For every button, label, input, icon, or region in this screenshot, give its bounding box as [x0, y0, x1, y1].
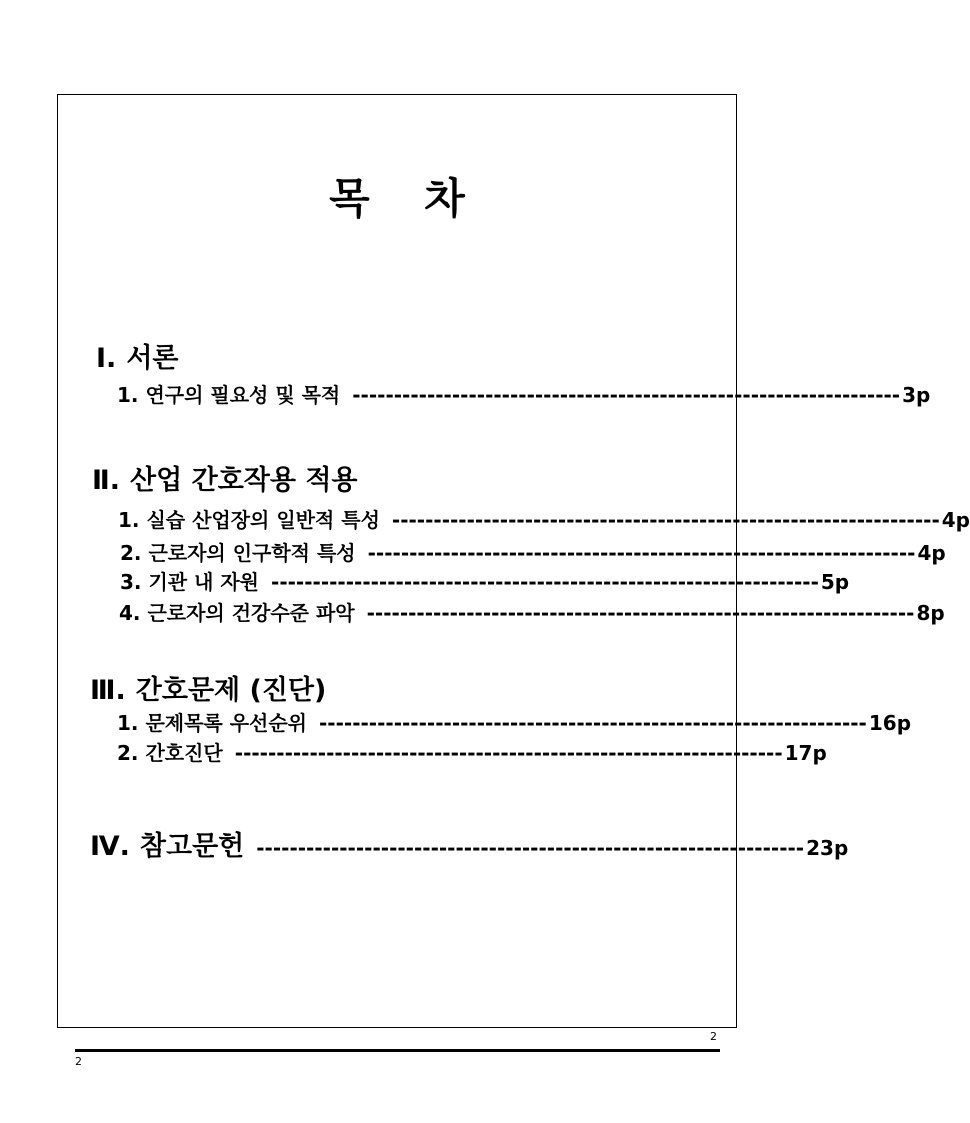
dot-leader: ------------------------------------------------------------------	[391, 508, 940, 532]
toc-entry-label: 2. 근로자의 인구학적 특성	[120, 541, 356, 565]
toc-entry	[117, 711, 912, 735]
toc-entry-page: 23p	[806, 836, 849, 860]
toc-entry	[117, 741, 827, 765]
toc-entry-page: 3p	[902, 383, 931, 407]
section-title: 간호문제 (진단)	[135, 675, 327, 706]
toc-entry-page: 8p	[916, 601, 945, 625]
toc-entry-label: 3. 기관 내 자원	[120, 570, 260, 594]
section-numeral: Ⅲ.	[90, 675, 126, 706]
page-number-right: 2	[710, 1030, 717, 1043]
toc-entry	[118, 508, 970, 532]
toc-entry-label: 1. 문제목록 우선순위	[117, 711, 307, 735]
section-heading-3	[90, 677, 326, 704]
section-numeral: Ⅱ.	[92, 465, 121, 496]
section-heading-4	[90, 831, 849, 862]
page-title: 목 차	[329, 174, 465, 223]
dot-leader: ------------------------------------------------------------------	[366, 601, 915, 625]
toc-entry-label: 2. 간호진단	[117, 741, 223, 765]
section-numeral: Ⅰ.	[96, 343, 117, 374]
section-title: 서론	[126, 343, 179, 374]
toc-entry-page: 17p	[784, 741, 827, 765]
toc-entry	[120, 541, 946, 565]
section-heading-1	[96, 345, 178, 372]
section-heading-2	[92, 467, 358, 494]
toc-entry	[120, 570, 850, 594]
toc-entry-label: 1. 실습 산업장의 일반적 특성	[118, 508, 380, 532]
footer-rule	[75, 1049, 720, 1052]
toc-entry-page: 16p	[868, 711, 912, 735]
toc-entry	[117, 383, 931, 407]
dot-leader: ------------------------------------------------------------------	[352, 383, 901, 407]
dot-leader: ------------------------------------------------------------------	[367, 541, 916, 565]
dot-leader: ------------------------------------------------------------------	[271, 570, 819, 594]
toc-entry-label: 4. 근로자의 건강수준 파악	[119, 601, 355, 625]
toc-entry	[119, 601, 945, 625]
toc-entry-page: 5p	[820, 570, 850, 594]
toc-entry-page: 4p	[917, 541, 946, 565]
dot-leader: ------------------------------------------------------------------	[256, 836, 805, 860]
page-number-left: 2	[75, 1055, 82, 1068]
section-numeral: Ⅳ.	[90, 831, 130, 862]
section-title: 참고문헌	[139, 831, 245, 862]
section-title: 산업 간호작용 적용	[130, 465, 358, 496]
dot-leader: ------------------------------------------------------------------	[234, 741, 783, 765]
toc-entry-label: 1. 연구의 필요성 및 목적	[117, 383, 341, 407]
toc-entry-page: 4p	[941, 508, 970, 532]
dot-leader: ------------------------------------------------------------------	[319, 711, 867, 735]
